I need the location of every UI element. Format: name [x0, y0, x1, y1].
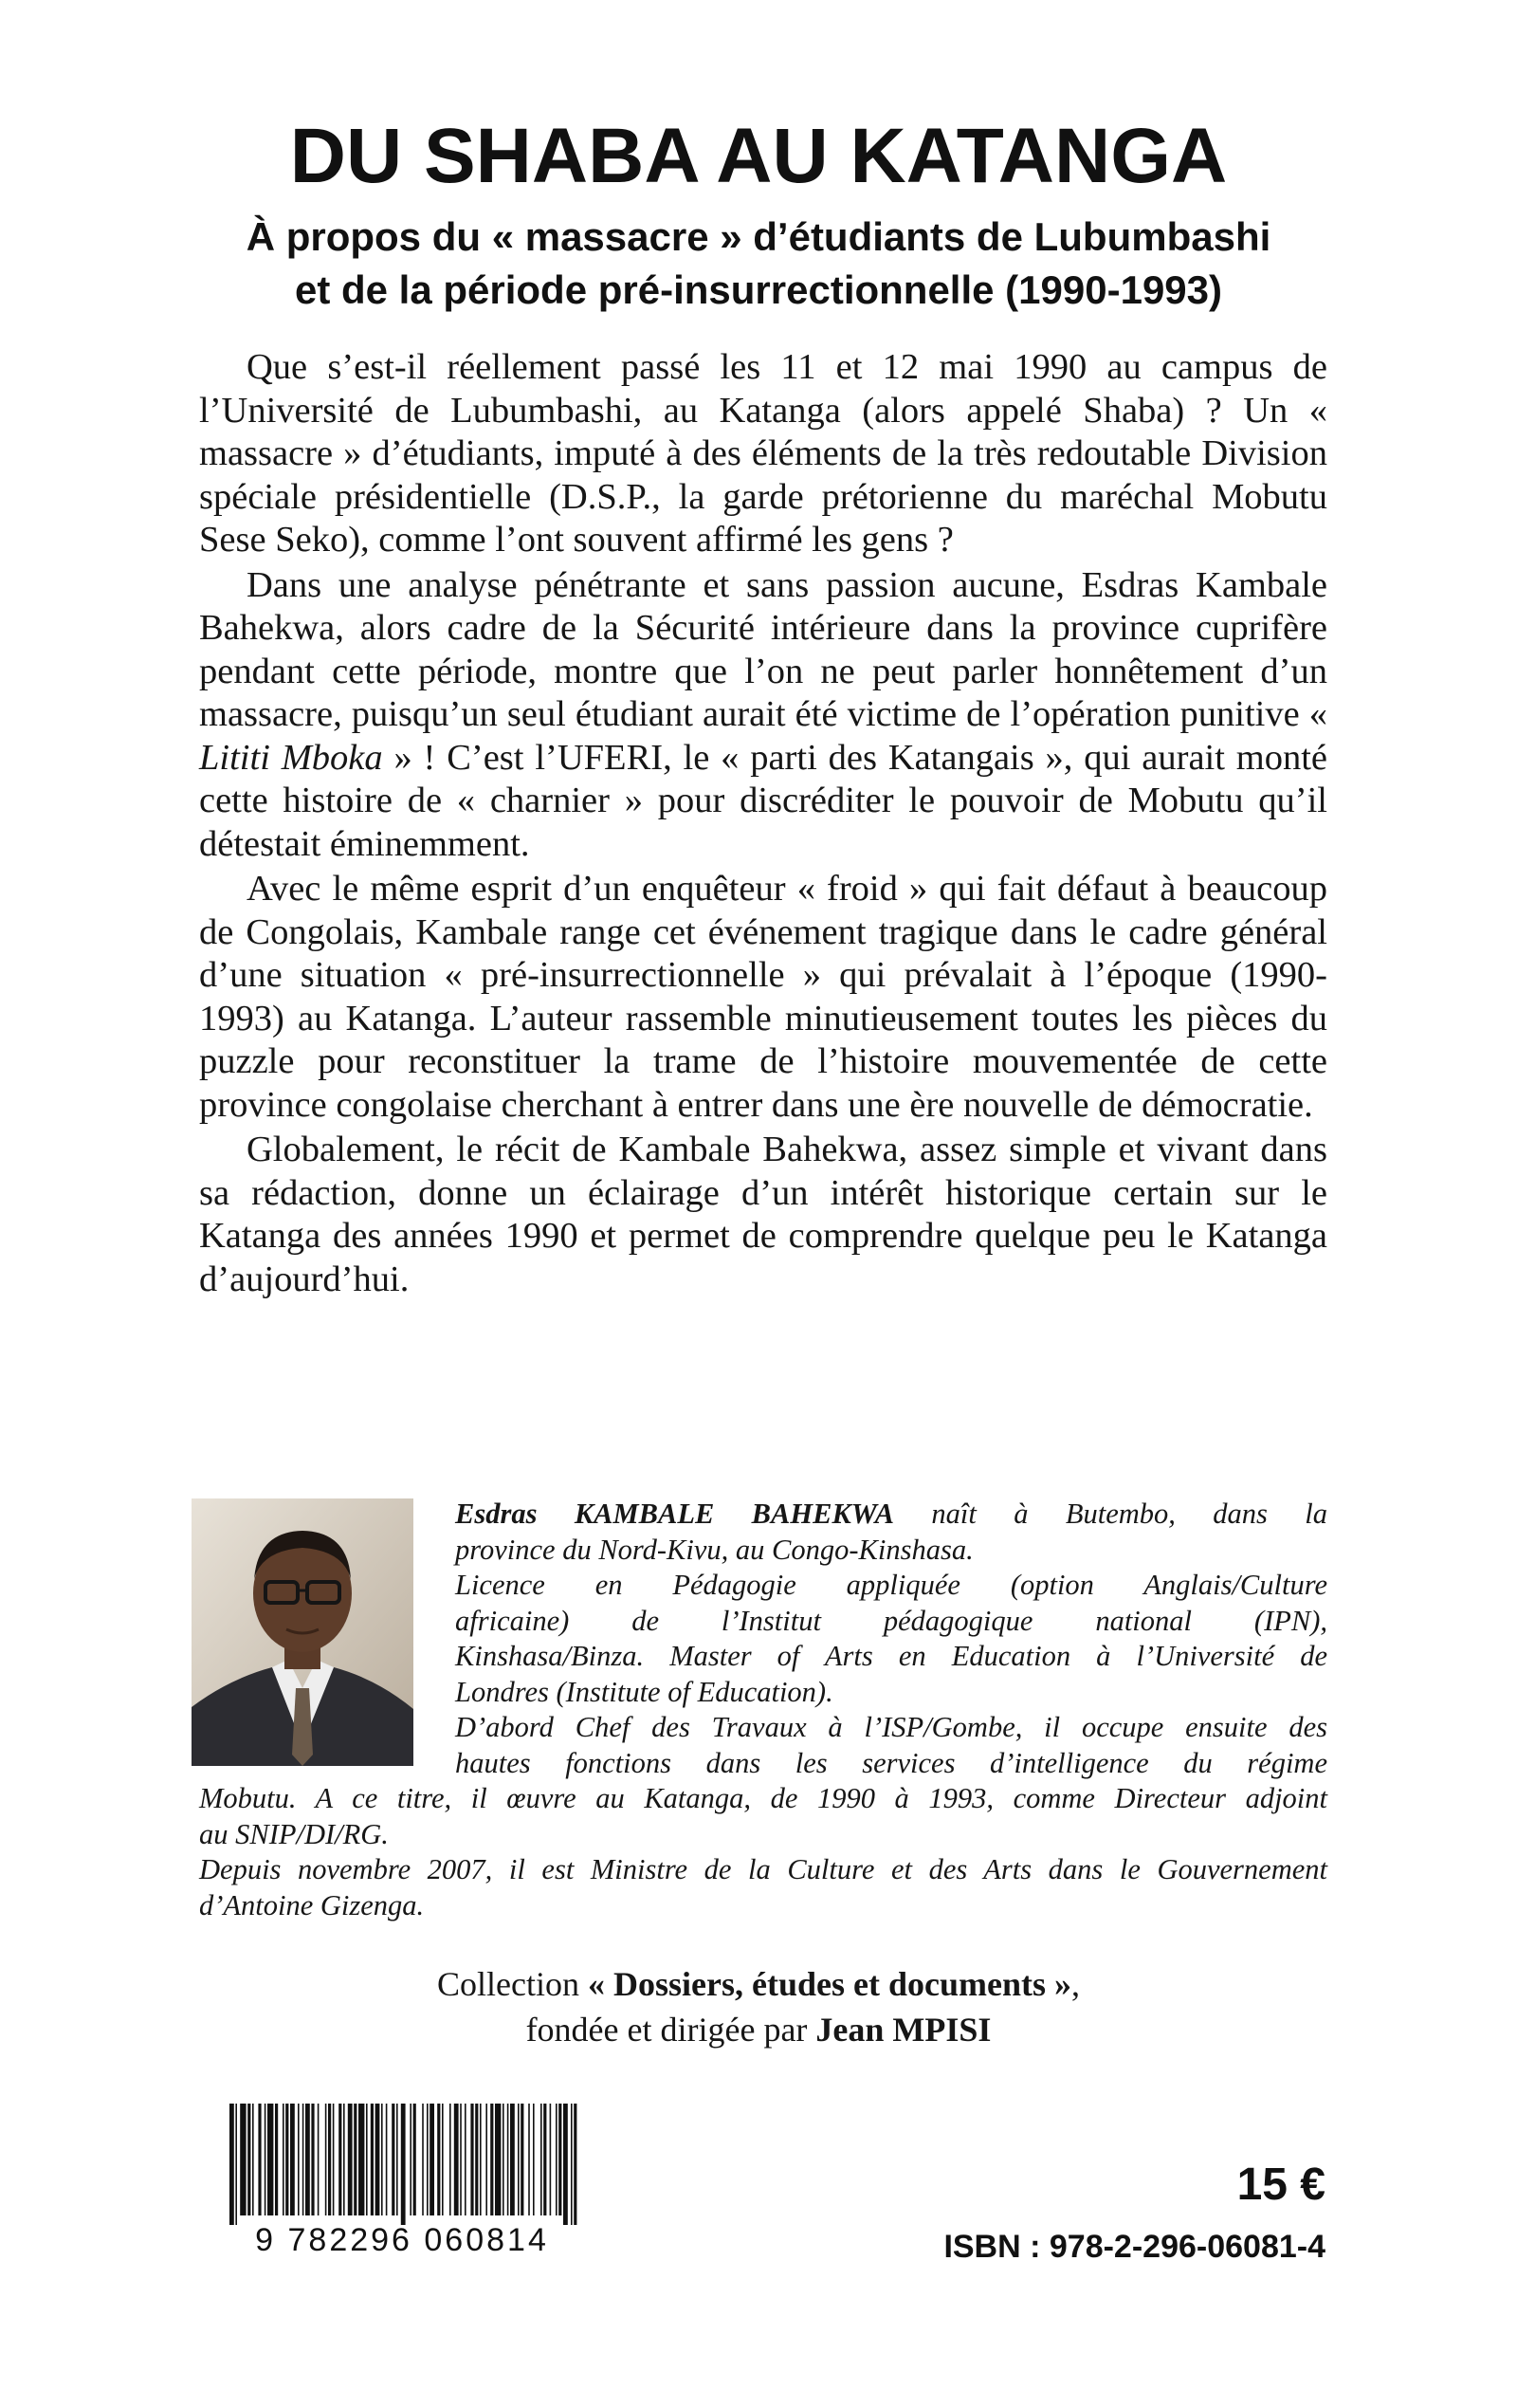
collection-director-prefix: fondée et dirigée par [525, 2011, 816, 2049]
bio-line: au SNIP/DI/RG. [199, 1817, 389, 1850]
barcode-bar [229, 2104, 234, 2225]
barcode-bar [285, 2104, 288, 2215]
bio-line: d’Antoine Gizenga. [199, 1888, 425, 1921]
summary-paragraph [199, 564, 1327, 867]
barcode-bar [338, 2104, 341, 2215]
barcode-bar [348, 2104, 353, 2215]
barcode-bar [533, 2104, 535, 2215]
subtitle-line-1: À propos du « massacre » d’étudiants de Lubumbashi [246, 214, 1271, 259]
bio-line: province du Nord-Kivu, au Congo-Kinshasa. [455, 1533, 974, 1566]
barcode-bar [558, 2104, 561, 2215]
barcode-bar [354, 2104, 356, 2215]
bio-line: Londres (Institute of Education). [455, 1675, 833, 1708]
isbn-barcode [216, 2104, 588, 2255]
barcode-bar [235, 2104, 237, 2225]
summary-paragraph: Que s’est-il réellement passé les 11 et 12 mai 1990 au campus de l’Université de Lubumbashi, au Katanga (alors appelé Shaba) ? Un « massacre » d’étudiants, imputé à des éléments de la très redoutable Division spéciale présidentielle (D.S.P., la garde prétorienne du maréchal Mobutu Sese Seko), comme l’ont souvent affirmé les gens ? [199, 347, 1327, 560]
barcode-bar [437, 2104, 440, 2215]
barcode-bar [495, 2104, 501, 2215]
barcode-bar [358, 2104, 364, 2215]
barcode-bar [563, 2104, 568, 2225]
barcode-bar [427, 2104, 429, 2215]
bio-line: africaine) de l’Institut pédagogique national (IPN), [455, 1604, 1327, 1637]
collection-name: « Dossiers, études et documents » [588, 1965, 1071, 2003]
bio-text: naît à Butembo, dans la [893, 1498, 1327, 1530]
isbn: ISBN : 978-2-296-06081-4 [943, 2229, 1325, 2265]
barcode-bar [265, 2104, 266, 2215]
book-subtitle [0, 211, 1517, 317]
barcode-bar [460, 2104, 462, 2215]
summary-paragraph: Globalement, le récit de Kambale Bahekwa, assez simple et vivant dans sa rédaction, donne un éclairage d’un intérêt historique certain sur le Katanga des années 1990 et permet de comprendre quelque peu le Katanga d’aujourd’hui. [199, 1130, 1327, 1299]
barcode-bar [470, 2104, 473, 2215]
barcode-bar [475, 2104, 478, 2215]
collection-line-1 [0, 1961, 1517, 2007]
barcode-bar [267, 2104, 273, 2215]
bio-line: D’abord Chef des Travaux à l’ISP/Gombe, il occupe ensuite des [455, 1711, 1327, 1743]
bio-line [455, 1497, 1327, 1533]
barcode-bar [381, 2104, 383, 2215]
barcode-bar [333, 2104, 335, 2215]
bio-line: hautes fonctions dans les services d’intelligence du régime [455, 1746, 1327, 1779]
barcode-bar [240, 2104, 246, 2215]
barcode-bar [392, 2104, 394, 2215]
bio-line: Licence en Pédagogie appliquée (option Anglais/Culture [455, 1569, 1327, 1601]
summary-text: » ! C’est l’UFERI, le « parti des Katangais », qui aurait monté cette histoire de « charnier » pour discréditer le pouvoir de Mobutu qu’il détestait éminemment. [199, 737, 1327, 864]
operation-name: Lititi Mboka [199, 737, 383, 778]
barcode-bar [518, 2104, 520, 2215]
price: 15 € [1236, 2160, 1325, 2210]
summary-text: Dans une analyse pénétrante et sans passion aucune, Esdras Kambale Bahekwa, alors cadre de la Sécurité intérieure dans la province cuprifère pendant cette période, montre que l’on ne peut parler honnêtement d’un massacre, puisqu’un seul étudiant aurait été victime de l’opération punitive « [199, 564, 1327, 734]
subtitle-line-2: et de la période pré-insurrectionnelle (1990-1993) [294, 267, 1223, 312]
barcode-bar [366, 2104, 368, 2215]
collection-info [0, 1961, 1517, 2052]
barcode-bar [503, 2104, 504, 2215]
barcode-number: 9 782296 060814 [255, 2222, 549, 2255]
barcode-bar [521, 2104, 523, 2215]
barcode-bar [490, 2104, 493, 2215]
barcode-bar [454, 2104, 459, 2215]
bio-line: Mobutu. A ce titre, il œuvre au Katanga, de 1990 à 1993, comme Directeur adjoint [199, 1782, 1327, 1814]
barcode-bar [510, 2104, 515, 2215]
barcode-bar [247, 2104, 250, 2215]
barcode-bars [229, 2104, 576, 2225]
barcode-bar [302, 2104, 304, 2215]
barcode-bar [507, 2104, 509, 2215]
barcode-bar [290, 2104, 295, 2215]
barcode-bar [540, 2104, 542, 2215]
book-title: DU SHABA AU KATANGA [289, 113, 1228, 199]
barcode-bar [311, 2104, 314, 2215]
barcode-bar [556, 2104, 557, 2215]
barcode-bar [571, 2104, 573, 2225]
back-cover-summary [199, 346, 1327, 1303]
barcode-bar [283, 2104, 284, 2215]
summary-paragraph: Avec le même esprit d’un enquêteur « froid » qui fait défaut à beaucoup de Congolais, Kambale range cet événement tragique dans le cadre général d’une situation « pré-insurrectionnelle » qui prévalait à l’époque (1990-1993) au Katanga. L’auteur rassemble minutieusement toutes les pièces du puzzle pour reconstituer la trame de l’histoire mouvementée de cette province congolaise cherchant à entrer dans une ère nouvelle de démocratie. [199, 869, 1327, 1125]
barcode-bar [574, 2104, 576, 2225]
barcode-bar [328, 2104, 331, 2215]
collection-suffix: , [1070, 1965, 1080, 2003]
barcode-bar [305, 2104, 310, 2215]
barcode-bar [449, 2104, 451, 2215]
barcode-bar [550, 2104, 552, 2215]
barcode-bar [371, 2104, 374, 2215]
barcode-bar [318, 2104, 320, 2215]
barcode-bar [258, 2104, 261, 2215]
collection-prefix: Collection [437, 1965, 588, 2003]
collection-director: Jean MPISI [815, 2011, 992, 2049]
barcode-bar [422, 2104, 424, 2215]
barcode-bar [396, 2104, 398, 2215]
author-name: Esdras KAMBALE BAHEKWA [455, 1498, 894, 1530]
barcode-bar [298, 2104, 300, 2215]
barcode-bar [543, 2104, 546, 2215]
barcode-bar [485, 2104, 487, 2215]
author-biography [199, 1497, 1327, 1923]
collection-line-2 [0, 2007, 1517, 2052]
barcode-bar [410, 2104, 411, 2215]
barcode-bar [375, 2104, 380, 2215]
barcode-bar [480, 2104, 482, 2215]
barcode-bar [325, 2104, 327, 2215]
barcode-bar [401, 2104, 406, 2225]
barcode-bar [343, 2104, 345, 2215]
barcode-bar [386, 2104, 388, 2215]
barcode-bar [430, 2104, 434, 2215]
barcode-bar [252, 2104, 254, 2215]
barcode-bar [528, 2104, 530, 2215]
bio-line: Kinshasa/Binza. Master of Arts en Education à l’Université de [455, 1640, 1327, 1672]
barcode-bar [442, 2104, 444, 2215]
barcode-bar [465, 2104, 466, 2215]
barcode-bar [413, 2104, 416, 2215]
bio-line: Depuis novembre 2007, il est Ministre de la Culture et des Arts dans le Gouvernement [199, 1853, 1327, 1885]
barcode-bar [275, 2104, 278, 2215]
